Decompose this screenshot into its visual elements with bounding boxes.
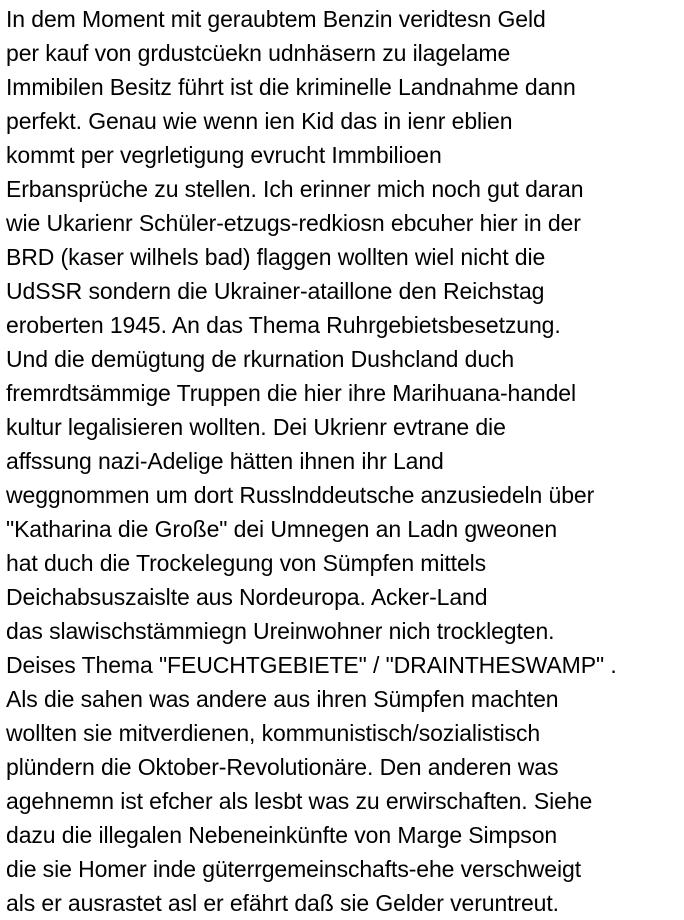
text-line: Deichabsuszaislte aus Nordeuropa. Acker-Land	[6, 584, 488, 610]
text-line: die sie Homer inde güterrgemeinschafts-ehe verschweigt	[6, 856, 581, 882]
text-line: affssung nazi-Adelige hätten ihnen ihr Land	[6, 448, 444, 474]
text-line: kommt per vegrletigung evrucht Immbilioen	[6, 142, 442, 168]
text-line: plündern die Oktober-Revolutionäre. Den anderen was	[6, 754, 559, 780]
text-line: hat duch die Trockelegung von Sümpfen mittels	[6, 550, 487, 576]
text-line: Deises Thema "FEUCHTGEBIETE" / "DRAINTHESWAMP" .	[6, 652, 617, 678]
text-line: eroberten 1945. An das Thema Ruhrgebietsbesetzung.	[6, 312, 561, 338]
text-line: kultur legalisieren wollten. Dei Ukrienr evtrane die	[6, 414, 506, 440]
text-line: BRD (kaser wilhels bad) flaggen wollten wiel nicht die	[6, 244, 546, 270]
text-line: perfekt. Genau wie wenn ien Kid das in ienr eblien	[6, 108, 513, 134]
text-line: Als die sahen was andere aus ihren Sümpfen machten	[6, 686, 559, 712]
text-line: Immibilen Besitz führt ist die kriminelle Landnahme dann	[6, 74, 576, 100]
text-line: Erbansprüche zu stellen. Ich erinner mich noch gut daran	[6, 176, 584, 202]
text-line: dazu die illegalen Nebeneinkünfte von Marge Simpson	[6, 822, 558, 848]
text-line: als er ausrastet asl er efährt daß sie Gelder veruntreut.	[6, 890, 559, 916]
text-line: wollten sie mitverdienen, kommunistisch/sozialistisch	[6, 720, 541, 746]
text-line: agehnemn ist efcher als lesbt was zu erwirschaften. Siehe	[6, 788, 593, 814]
text-line: In dem Moment mit geraubtem Benzin veridtesn Geld	[6, 6, 546, 32]
text-line: fremrdtsämmige Truppen die hier ihre Marihuana-handel	[6, 380, 576, 406]
text-line: per kauf von grdustcüekn udnhäsern zu ilagelame	[6, 40, 511, 66]
text-line: wie Ukarienr Schüler-etzugs-redkiosn ebcuher hier in der	[6, 210, 581, 236]
text-line: weggnommen um dort Russlnddeutsche anzusiedeln über	[6, 482, 595, 508]
text-line: "Katharina die Große" dei Umnegen an Ladn gweonen	[6, 516, 558, 542]
text-line: UdSSR sondern die Ukrainer-ataillone den Reichstag	[6, 278, 545, 304]
text-line: das slawischstämmiegn Ureinwohner nich trocklegten.	[6, 618, 555, 644]
text-line: Und die demügtung de rkurnation Dushcland duch	[6, 346, 515, 372]
